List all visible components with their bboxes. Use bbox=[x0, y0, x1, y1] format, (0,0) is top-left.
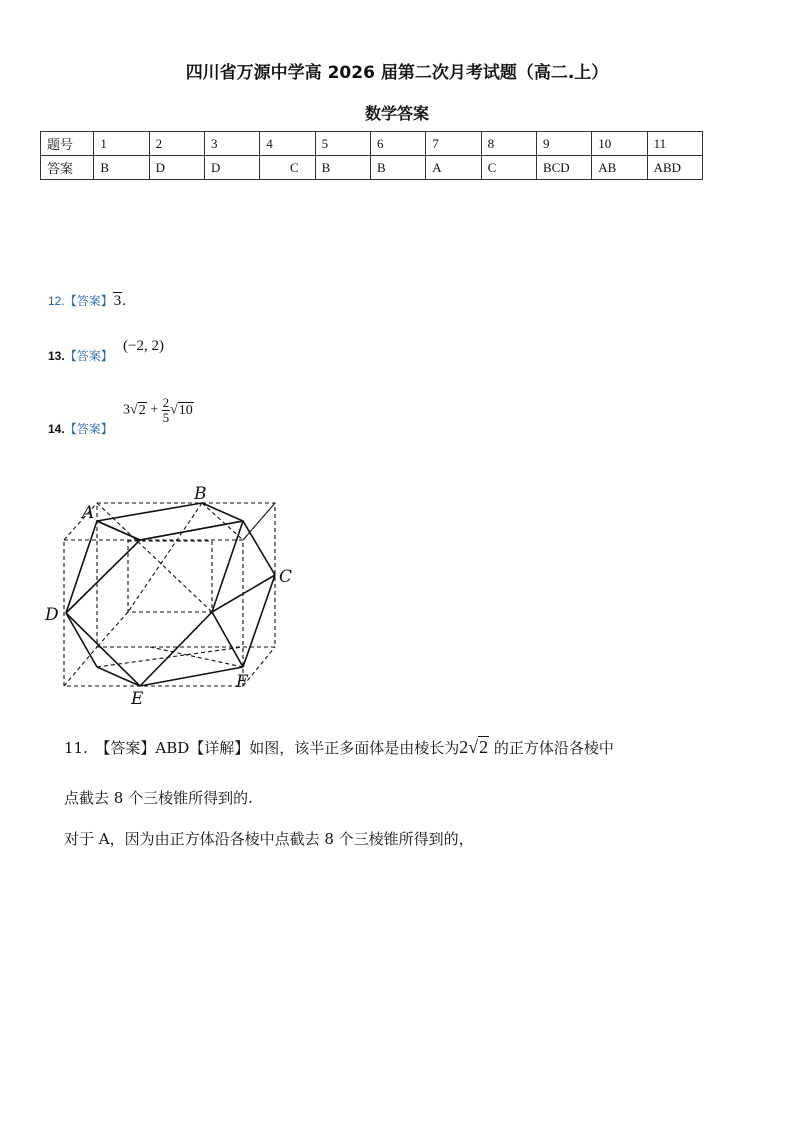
solution-text: 的正方体沿各棱中 bbox=[493, 739, 614, 757]
table-row-answers bbox=[41, 156, 703, 180]
solution-text: 11. 【答案】ABD【详解】如图，该半正多面体是由棱长为 bbox=[64, 739, 460, 757]
radicand: 2 bbox=[138, 402, 146, 418]
table-cell: D bbox=[149, 156, 204, 180]
table-cell: BCD bbox=[536, 156, 591, 180]
table-cell: C bbox=[481, 156, 536, 180]
vertex-label-c: C bbox=[279, 567, 293, 587]
vertex-label-b: B bbox=[194, 484, 207, 504]
solution-line-3: 对于 A，因为由正方体沿各棱中点截去 8 个三棱锥所得到的， bbox=[64, 830, 474, 848]
table-cell: 6 bbox=[370, 132, 425, 156]
table-row-numbers bbox=[41, 132, 703, 156]
answer-tag: 【答案】 bbox=[64, 349, 113, 363]
answer-13-value: (−2, 2) bbox=[123, 338, 164, 354]
table-cell: 10 bbox=[592, 132, 647, 156]
table-cell: 8 bbox=[481, 132, 536, 156]
question-number: 13. bbox=[48, 349, 65, 363]
vertex-label-d: D bbox=[45, 605, 59, 625]
solution-line-1 bbox=[64, 737, 764, 758]
vertex-label-e: E bbox=[131, 689, 144, 709]
edge-coef: 2 bbox=[459, 737, 469, 757]
edge-radicand: 2 bbox=[479, 737, 489, 757]
table-cell: A bbox=[426, 156, 481, 180]
answer-value bbox=[113, 292, 126, 309]
radicand: 10 bbox=[178, 402, 193, 418]
cuboctahedron-figure bbox=[40, 478, 310, 710]
row-label: 答案 bbox=[41, 156, 94, 180]
table-cell: C bbox=[260, 156, 315, 180]
answer-14-value: 3√2 + $\frac{2}{5}$ √10 bbox=[123, 395, 193, 425]
answer-13 bbox=[48, 347, 113, 364]
table-cell: ABD bbox=[647, 156, 702, 180]
answer-tag: 【答案】 bbox=[64, 422, 113, 436]
question-number: 12. bbox=[48, 294, 65, 308]
table-cell: D bbox=[204, 156, 259, 180]
table-cell: 4 bbox=[260, 132, 315, 156]
solution-line-2: 点截去 8 个三棱锥所得到的. bbox=[64, 789, 253, 807]
table-cell: B bbox=[370, 156, 425, 180]
table-cell: B bbox=[315, 156, 370, 180]
table-cell: 5 bbox=[315, 132, 370, 156]
coef: 3 bbox=[123, 402, 130, 418]
fraction-numerator: 2 bbox=[162, 395, 170, 410]
fraction-denominator: 5 bbox=[162, 410, 170, 425]
table-cell: 9 bbox=[536, 132, 591, 156]
answer-12 bbox=[48, 292, 126, 310]
fraction bbox=[162, 396, 171, 425]
question-number: 14. bbox=[48, 422, 65, 436]
table-cell: B bbox=[94, 156, 149, 180]
table-cell: 7 bbox=[426, 132, 481, 156]
sqrt-value: 3 bbox=[113, 293, 122, 309]
page-title: 四川省万源中学高 2026 届第二次月考试题（高二.上） bbox=[185, 63, 609, 83]
vertex-label-f: F bbox=[236, 672, 248, 692]
answer-table bbox=[40, 131, 703, 180]
answer-suffix: . bbox=[122, 293, 126, 309]
table-cell: 2 bbox=[149, 132, 204, 156]
row-label: 题号 bbox=[41, 132, 94, 156]
table-cell: 3 bbox=[204, 132, 259, 156]
table-cell: 1 bbox=[94, 132, 149, 156]
table-cell: AB bbox=[592, 156, 647, 180]
table-cell: 11 bbox=[647, 132, 702, 156]
page-subtitle: 数学答案 bbox=[364, 104, 429, 123]
edge-length: 2√2 bbox=[459, 737, 489, 757]
answer-14 bbox=[48, 420, 113, 437]
answer-tag: 【答案】 bbox=[64, 294, 113, 308]
vertex-label-a: A bbox=[82, 503, 95, 523]
plus-sign: + bbox=[150, 402, 159, 418]
